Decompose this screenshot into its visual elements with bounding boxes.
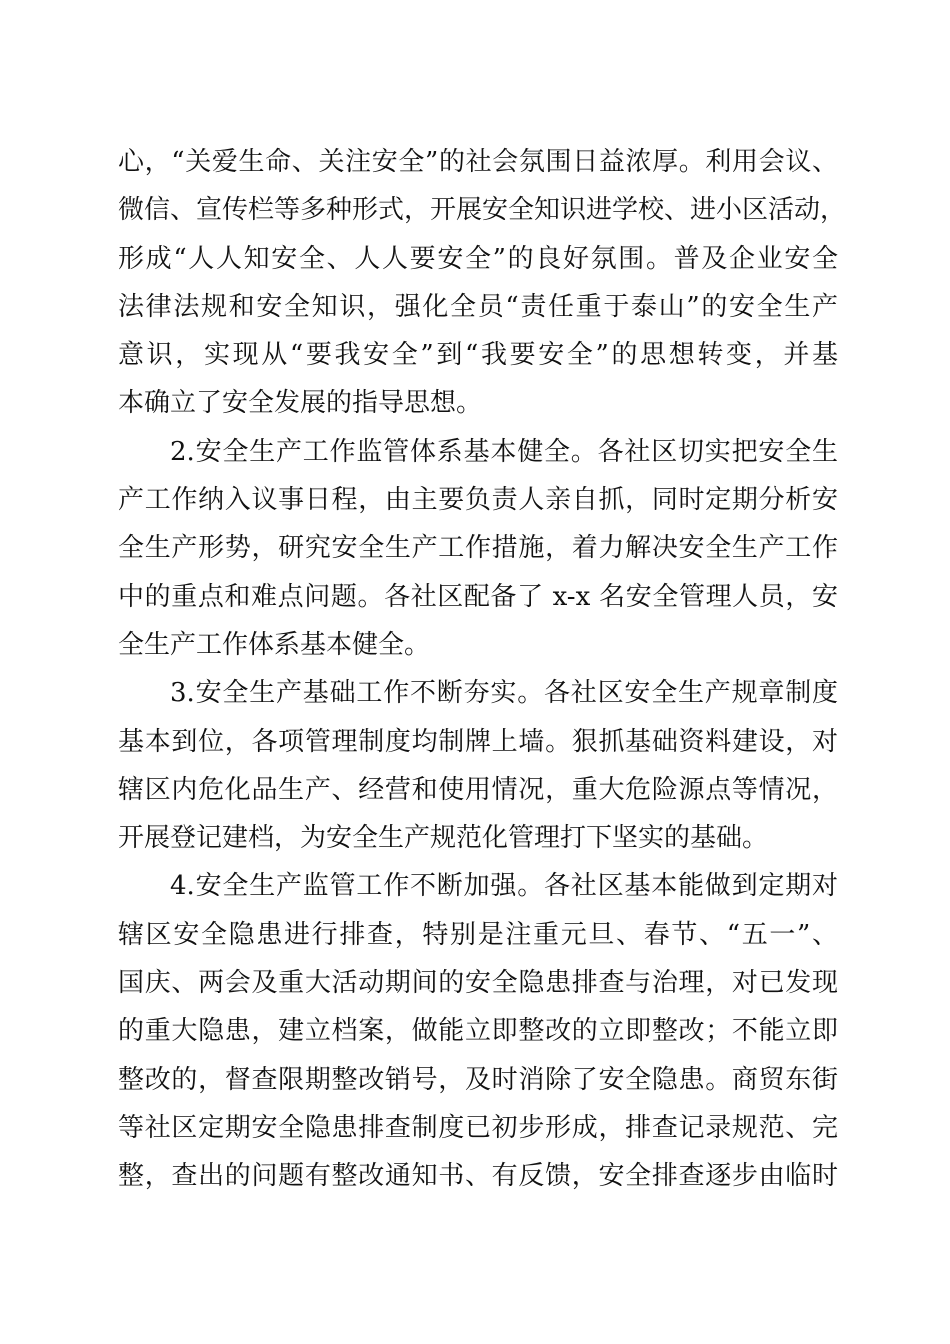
text-line: 的重大隐患，建立档案，做能立即整改的立即整改；不能立即	[118, 1016, 838, 1047]
text-line: 微信、宣传栏等多种形式，开展安全知识进学校、进小区活动，	[118, 195, 847, 226]
text-line: 4.安全生产监管工作不断加强。各社区基本能做到定期对	[170, 871, 838, 902]
text-line: 意识，实现从“要我安全”到“我要安全”的思想转变，并基	[118, 340, 838, 371]
text-line: 开展登记建档，为安全生产规范化管理打下坚实的基础。	[118, 823, 769, 854]
text-line: 2.安全生产工作监管体系基本健全。各社区切实把安全生	[170, 436, 838, 467]
text-line: 整改的，督查限期整改销号，及时消除了安全隐患。商贸东街	[118, 1064, 838, 1095]
text-line: 形成“人人知安全、人人要安全”的良好氛围。普及企业安全	[118, 243, 838, 274]
text-line: 辖区内危化品生产、经营和使用情况，重大危险源点等情况，	[118, 774, 838, 805]
text-line: 3.安全生产基础工作不断夯实。各社区安全生产规章制度	[170, 678, 838, 709]
text-line: 整，查出的问题有整改通知书、有反馈，安全排查逐步由临时	[118, 1161, 838, 1192]
body-text	[118, 138, 847, 1201]
text-line: 中的重点和难点问题。各社区配备了 x-x 名安全管理人员，安	[118, 581, 838, 612]
text-line: 全生产形势，研究安全生产工作措施，着力解决安全生产工作	[118, 533, 838, 564]
text-line: 辖区安全隐患进行排查，特别是注重元旦、春节、“五一”、	[118, 919, 838, 950]
text-line: 国庆、两会及重大活动期间的安全隐患排查与治理，对已发现	[118, 968, 838, 999]
text-line: 法律法规和安全知识，强化全员“责任重于泰山”的安全生产	[118, 291, 838, 322]
text-line: 等社区定期安全隐患排查制度已初步形成，排查记录规范、完	[118, 1112, 838, 1143]
text-line: 全生产工作体系基本健全。	[118, 629, 431, 660]
text-line: 本确立了安全发展的指导思想。	[118, 388, 483, 419]
text-line: 基本到位，各项管理制度均制牌上墙。狠抓基础资料建设，对	[118, 726, 838, 757]
text-line: 心，“关爱生命、关注安全”的社会氛围日益浓厚。利用会议、	[118, 147, 838, 177]
text-line: 产工作纳入议事日程，由主要负责人亲自抓，同时定期分析安	[118, 485, 838, 516]
